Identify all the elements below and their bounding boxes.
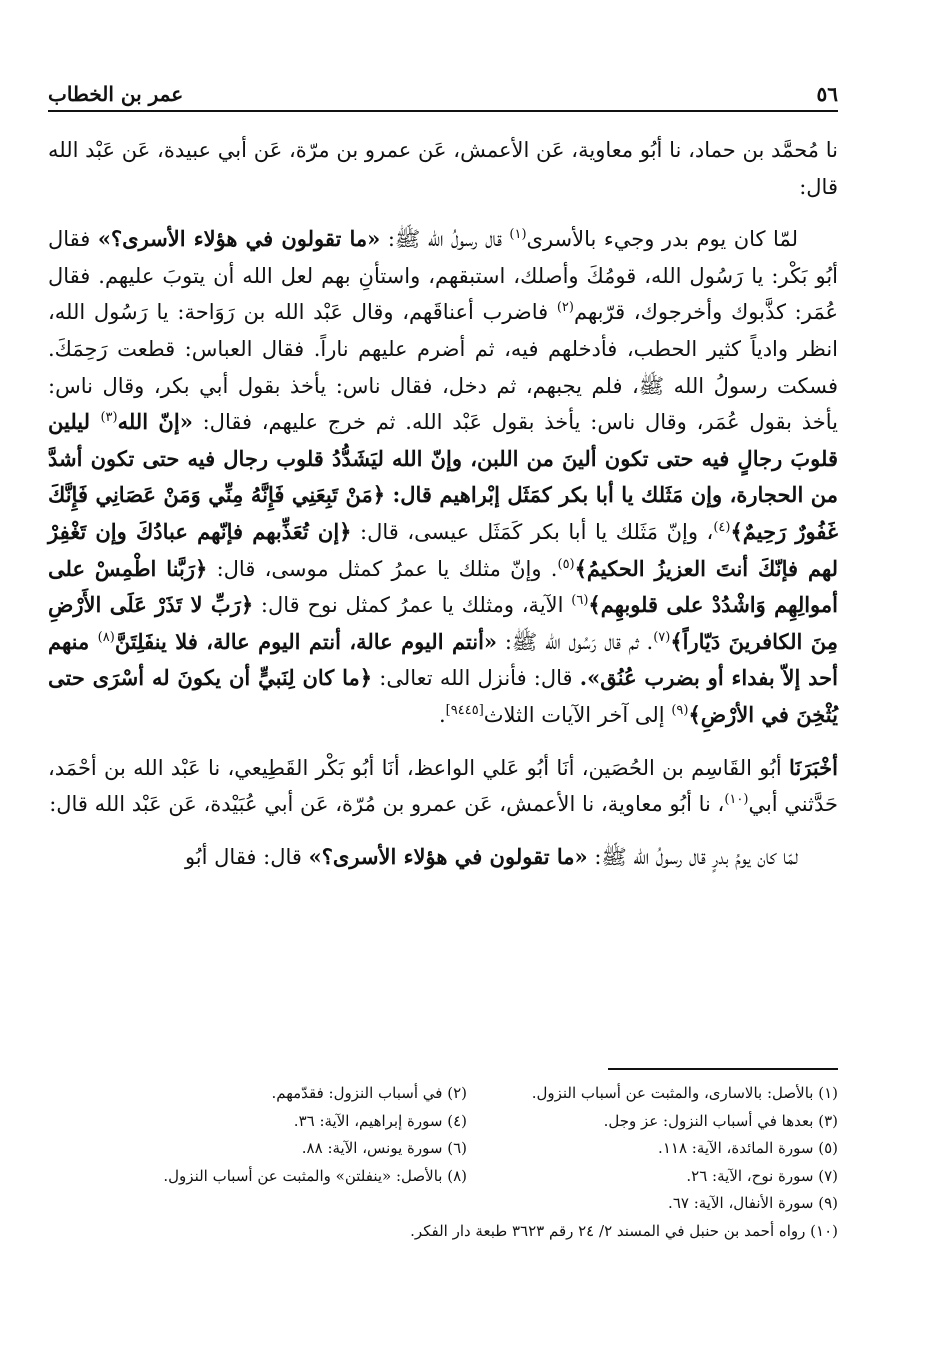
footnote-ref-5: (٥) — [557, 556, 575, 572]
footnote-8: (٨) بالأصل: «ينفلتن» والمثبت عن أسباب النزول. — [163, 1166, 467, 1185]
footnote-row — [96, 1135, 838, 1163]
hadith-quote: «ما تقولون في هؤلاء الأسرى؟» — [308, 843, 588, 869]
footnote-ref-2: (٢) — [556, 300, 574, 316]
text-segment: لمّا كان يوم بدر وجيء بالأسرى — [526, 227, 798, 252]
footnote-ref-7: (٧) — [653, 629, 671, 645]
footnote-2: (٢) في أسباب النزول: فقدّمهم. — [271, 1084, 467, 1102]
footnote-row — [96, 1108, 838, 1136]
hadith-number: [٩٤٤٥] — [445, 702, 484, 718]
paragraph-narration-1 — [48, 221, 838, 733]
hadith-quote: منهم أحد إلاّ بفداء أو بضرب عُنُق». — [48, 628, 839, 691]
quran-verse: ﴿رَبِّ لا تَذَرْ عَلَى الأَرْضِ مِنَ الكافرينَ دَيّاراً﴾ — [48, 592, 838, 654]
text-segment: إلى آخر الآيات الثلاث — [483, 702, 672, 727]
footnote-1: (١) بالأصل: بالاسارى، والمثبت عن أسباب النزول. — [531, 1084, 838, 1102]
footnote-5: (٥) سورة المائدة، الآية: ١١٨. — [658, 1139, 838, 1157]
hadith-quote: «أنتم اليوم عالة، أنتم اليوم عالة، فلا ينفَلِتَنَّ — [114, 628, 498, 654]
text-segment: الآية، ومثلك يا عمرُ كمثل نوح قال: — [253, 593, 572, 618]
footnote-ref-3: (٣) — [100, 410, 118, 426]
text-segment: قال: فأنزل الله تعالى: — [372, 666, 580, 691]
paragraph-isnad-1: نا مُحمَّد بن حماد، نا أبُو معاوية، عَن الأعمش، عَن عمرو بن مرّة، عَن أبي عبيدة، عَن عَبْد الله قال: — [48, 138, 838, 199]
footnote-ref-1: (١) — [509, 227, 527, 243]
text-segment: قال رسولُ الله ﷺ: — [380, 227, 510, 252]
footnote-7: (٧) سورة نوح، الآية: ٢٦. — [686, 1166, 838, 1185]
footnote-ref-6: (٦) — [571, 593, 589, 609]
text-segment: فاضرب أعناقَهم، وقال عَبْد الله بن رَوَاحة: يا رَسُول الله، انظر وادياً كثير الحطب، فأدخلهم فيه، ثم أضرم عليهم ناراً. فقال العباس: قطعت رَحِمَكَ. فسكت رسولُ الله ﷺ، فلم يجبهم، ثم دخل، فقال ناس: يأخذ بقول أبي بكر، وقال ناس: يأخذ بقول عُمَر، وقال ناس: يأخذ بقول عَبْد الله. ثم خرج عليهم، فقال: — [48, 300, 839, 435]
footnote-4: (٤) سورة إبراهيم، الآية: ٣٦. — [293, 1111, 467, 1130]
footnote-row — [96, 1163, 838, 1191]
footnote-ref-4: (٤) — [713, 519, 731, 535]
text-segment: لمّا كان يومُ بدرٍ قال رسولُ الله ﷺ: — [587, 844, 798, 869]
page-number: ٥٦ — [816, 82, 838, 106]
text-segment: ، وإنّ مَثَلك يا أبا بكر كَمَثَل عيسى، قال: — [351, 519, 714, 544]
akhbarana-keyword: أخْبَرَنَا — [789, 754, 838, 780]
footnotes — [96, 1080, 838, 1245]
footnote-row — [96, 1190, 838, 1218]
running-title: عمر بن الخطاب — [48, 82, 184, 106]
text-segment: . وإنّ مثلك يا عمرُ كمثل موسى، قال: — [207, 556, 558, 581]
footnote-9: (٩) سورة الأنفال، الآية: ٦٧. — [668, 1194, 838, 1212]
text-segment: قال: فقال أبُو — [184, 844, 309, 869]
text-segment: ، نا أبُو معاوية، نا الأعمش، عَن عمرو بن مُرّة، عَن أبي عُبَيْدة، عَن عَبْد الله قال: — [49, 792, 725, 817]
text-segment: . ثم قال رَسُول الله ﷺ: — [497, 629, 654, 654]
running-header — [48, 72, 838, 112]
footnote-ref-8: (٨) — [97, 629, 115, 645]
footnote-empty — [96, 1190, 467, 1218]
quran-verse: ﴿إن تُعَذِّبهم فإنّهم عبادُكَ وإن تَغْفِرْ لهم فإنّكَ أنتَ العزيزُ الحكيمُ﴾ — [48, 518, 838, 581]
quran-verse: ﴿ما كان لِنَبيٍّ أن يكونَ له أسْرَى حتى يُثْخِنَ في الأرْضِ﴾ — [48, 665, 838, 727]
text-segment: . — [438, 702, 446, 727]
footnote-ref-9: (٩) — [671, 702, 689, 718]
main-text — [48, 132, 838, 875]
quran-verse: ﴿رَبَّنا اطْمِسْ على أموالِهِم وَاشْدُدْ على قلوبهِم﴾ — [48, 555, 838, 618]
footnote-10: (١٠) رواه أحمد بن حنبل في المسند ٢/ ٢٤ رقم ٣٦٢٣ طبعة دار الفكر. — [410, 1221, 838, 1240]
footnote-separator — [608, 1068, 838, 1070]
footnote-3: (٣) بعدها في أسباب النزول: عز وجل. — [603, 1111, 838, 1130]
paragraph-isnad-2 — [48, 750, 838, 823]
text-segment: فقال أبُو بَكْر: يا رَسُول الله، قومُكَ وأصلك، استبقهم، واستأنِ بهم لعل الله أن يتوبَ عليهم. فقال عُمَر: كذَّبوك وأخرجوك، قرّبهم — [48, 227, 838, 325]
paragraph-narration-2 — [48, 839, 838, 876]
footnote-6: (٦) سورة يونس، الآية: ٨٨. — [301, 1139, 467, 1157]
hadith-quote: «ما تقولون في هؤلاء الأسرى؟» — [97, 226, 381, 252]
footnote-row — [96, 1080, 838, 1108]
hadith-quote: ليلين قلوبَ رجالٍ فيه حتى تكون ألينَ من اللبن، وإنّ الله ليَشَدُّدُ قلوب رجال فيه حتى تكون أشدَّ من الحجارة، وإن مَثَلك يا أبا بكر كمَثَل إبْراهيم قال: ﴿مَنْ تَبِعَنِي فَإِنَّهُ مِنِّي وَمَنْ عَصَانِي فَإِنَّكَ غَفُورٌ رَحِيمٌ﴾ — [48, 409, 838, 544]
text-segment: أبُو القَاسِم بن الحُصَين، أنَا أبُو عَلي الواعظ، أنَا أبُو بَكْر القَطِيعي، نا عَبْد الله بن أحْمَد، حَدَّثني أبي — [48, 755, 838, 817]
footnote-ref-10: (١٠) — [724, 792, 749, 808]
hadith-quote: «إنّ الله — [117, 409, 193, 435]
